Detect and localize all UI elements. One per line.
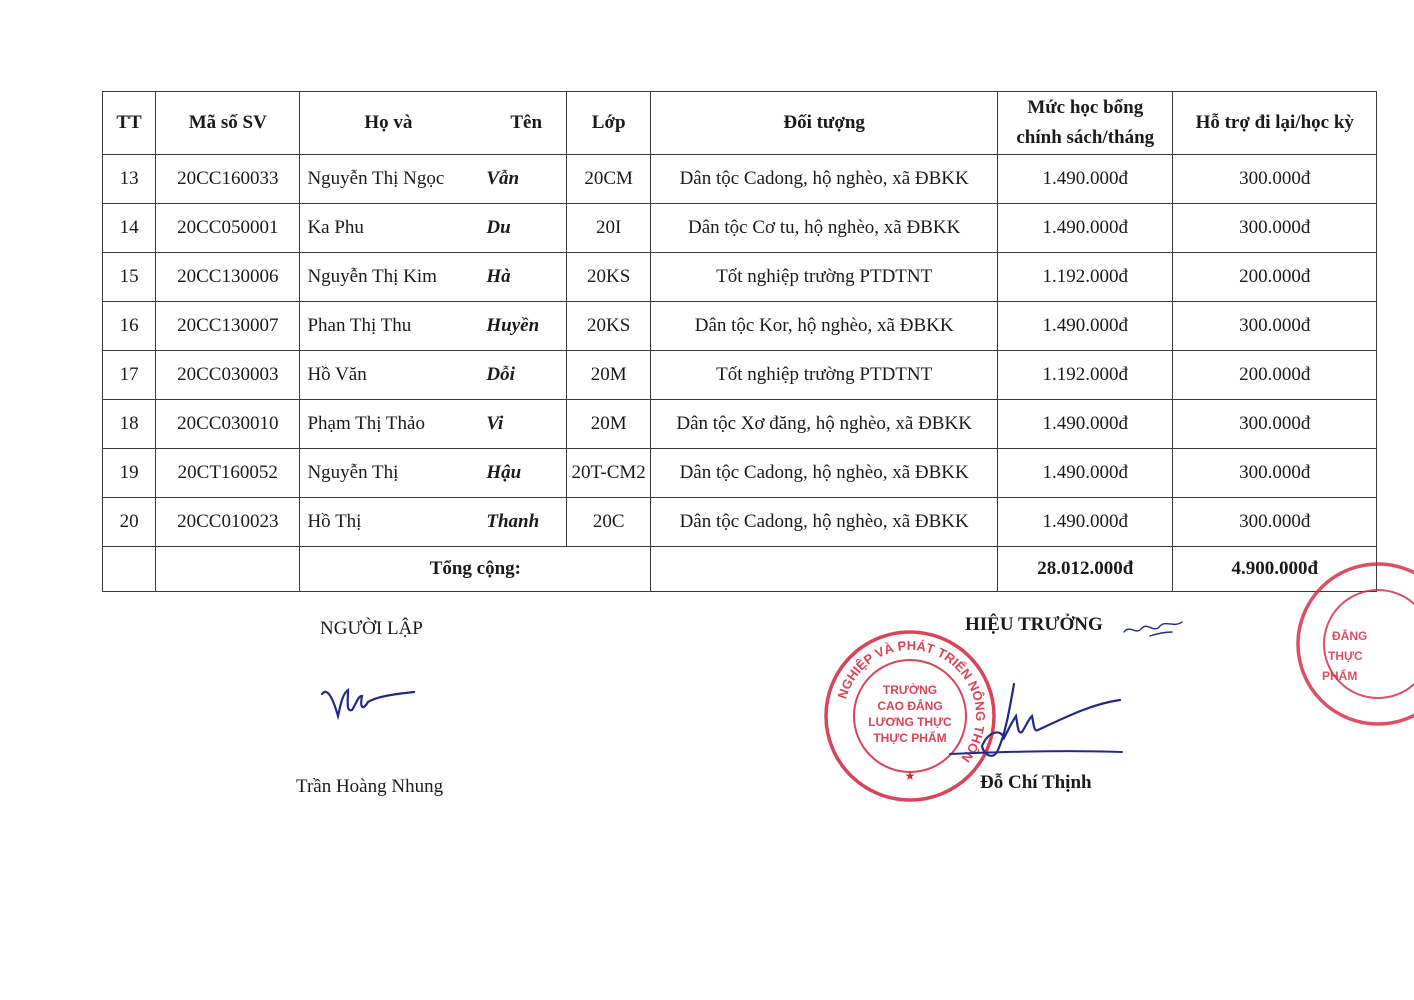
svg-text:LƯƠNG THỰC: LƯƠNG THỰC [868, 715, 952, 729]
total-row [103, 547, 1377, 592]
svg-text:PHẨM: PHẨM [1322, 669, 1358, 683]
header-doi-tuong: Đối tượng [651, 92, 998, 155]
cell-ma-so: 20CC130007 [156, 302, 300, 351]
cell-lop: 20CM [567, 155, 651, 204]
cell-doi-tuong: Dân tộc Xơ đăng, hộ nghèo, xã ĐBKK [651, 400, 998, 449]
svg-text:★: ★ [904, 769, 916, 783]
cell-ho: Phạm Thị Thảo [300, 400, 476, 449]
table-row [103, 302, 1377, 351]
cell-ten: Du [476, 204, 566, 253]
header-ten: Tên [476, 92, 566, 155]
cell-lop: 20C [567, 498, 651, 547]
header-lop: Lớp [567, 92, 651, 155]
cell-tt: 13 [103, 155, 156, 204]
cell-muc: 1.192.000đ [998, 253, 1173, 302]
header-ma-so: Mã số SV [156, 92, 300, 155]
table-row [103, 449, 1377, 498]
table-row [103, 253, 1377, 302]
svg-text:CAO ĐẲNG: CAO ĐẲNG [877, 699, 943, 713]
cell-ho-tro: 300.000đ [1173, 449, 1377, 498]
cell-ma-so: 20CC030010 [156, 400, 300, 449]
cell-ho: Phan Thị Thu [300, 302, 476, 351]
svg-text:THỰC PHẨM: THỰC PHẨM [873, 731, 947, 745]
cell-ho-tro: 300.000đ [1173, 498, 1377, 547]
cell-ten: Huyền [476, 302, 566, 351]
cell-ho-tro: 300.000đ [1173, 204, 1377, 253]
cell-ho-tro: 200.000đ [1173, 351, 1377, 400]
cell-doi-tuong: Tốt nghiệp trường PTDTNT [651, 351, 998, 400]
cell-lop: 20M [567, 351, 651, 400]
cell-muc: 1.192.000đ [998, 351, 1173, 400]
cell-ho: Hồ Thị [300, 498, 476, 547]
cell-doi-tuong: Dân tộc Kor, hộ nghèo, xã ĐBKK [651, 302, 998, 351]
header-muc-line1: Mức học bổng [1027, 97, 1144, 118]
cell-muc: 1.490.000đ [998, 449, 1173, 498]
principal-name: Đỗ Chí Thịnh [980, 772, 1092, 793]
creator-title: NGƯỜI LẬP [320, 618, 423, 639]
cell-doi-tuong: Dân tộc Cơ tu, hộ nghèo, xã ĐBKK [651, 204, 998, 253]
cell-muc: 1.490.000đ [998, 400, 1173, 449]
svg-text:ĐẲNG: ĐẲNG [1332, 629, 1368, 643]
table-header-row [103, 92, 1377, 155]
cell-ma-so: 20CC160033 [156, 155, 300, 204]
cell-muc: 1.490.000đ [998, 302, 1173, 351]
cell-lop: 20KS [567, 302, 651, 351]
table-row [103, 351, 1377, 400]
header-ho-va: Họ và [300, 92, 476, 155]
cell-tt: 20 [103, 498, 156, 547]
cell-ten: Hậu [476, 449, 566, 498]
partial-stamp [1292, 556, 1414, 736]
cell-tt: 18 [103, 400, 156, 449]
cell-ho: Ka Phu [300, 204, 476, 253]
total-muc: 28.012.000đ [998, 547, 1173, 592]
creator-signature [318, 680, 418, 726]
total-empty-cell [651, 547, 998, 592]
total-ho-tro: 4.900.000đ [1173, 547, 1377, 592]
table-row [103, 498, 1377, 547]
cell-muc: 1.490.000đ [998, 498, 1173, 547]
cell-ho-tro: 300.000đ [1173, 302, 1377, 351]
cell-ma-so: 20CT160052 [156, 449, 300, 498]
cell-tt: 19 [103, 449, 156, 498]
initials-mark [1120, 614, 1186, 642]
cell-lop: 20KS [567, 253, 651, 302]
total-empty-cell [156, 547, 300, 592]
cell-lop: 20M [567, 400, 651, 449]
cell-ma-so: 20CC130006 [156, 253, 300, 302]
cell-ho-tro: 300.000đ [1173, 155, 1377, 204]
total-empty-cell [103, 547, 156, 592]
header-ho-tro: Hỗ trợ đi lại/học kỳ [1173, 92, 1377, 155]
cell-ten: Vẫn [476, 155, 566, 204]
cell-doi-tuong: Dân tộc Cadong, hộ nghèo, xã ĐBKK [651, 498, 998, 547]
cell-ten: Dỗi [476, 351, 566, 400]
cell-ten: Vi [476, 400, 566, 449]
header-muc-hoc-bong [998, 92, 1173, 155]
cell-doi-tuong: Dân tộc Cadong, hộ nghèo, xã ĐBKK [651, 155, 998, 204]
cell-ma-so: 20CC050001 [156, 204, 300, 253]
table-row [103, 155, 1377, 204]
svg-text:THỰC: THỰC [1328, 649, 1363, 663]
svg-text:NGHIỆP VÀ PHÁT TRIỂN NÔNG THÔN: NGHIỆP VÀ PHÁT TRIỂN NÔNG THÔN [834, 637, 989, 766]
cell-ma-so: 20CC030003 [156, 351, 300, 400]
cell-tt: 16 [103, 302, 156, 351]
header-tt: TT [103, 92, 156, 155]
scholarship-table [102, 91, 1377, 592]
cell-ho: Hồ Văn [300, 351, 476, 400]
cell-ho: Nguyễn Thị Ngọc [300, 155, 476, 204]
cell-ho: Nguyễn Thị Kim [300, 253, 476, 302]
table-row [103, 204, 1377, 253]
cell-ho-tro: 200.000đ [1173, 253, 1377, 302]
total-label: Tổng cộng: [300, 547, 651, 592]
header-muc-line2: chính sách/tháng [1016, 127, 1155, 148]
cell-tt: 17 [103, 351, 156, 400]
svg-text:TRƯỜNG: TRƯỜNG [882, 683, 938, 697]
cell-doi-tuong: Dân tộc Cadong, hộ nghèo, xã ĐBKK [651, 449, 998, 498]
principal-signature [940, 676, 1130, 766]
cell-ten: Hà [476, 253, 566, 302]
cell-lop: 20T-CM2 [567, 449, 651, 498]
cell-ho-tro: 300.000đ [1173, 400, 1377, 449]
table-row [103, 400, 1377, 449]
principal-title: HIỆU TRƯỞNG [965, 614, 1103, 635]
cell-muc: 1.490.000đ [998, 204, 1173, 253]
cell-ten: Thanh [476, 498, 566, 547]
cell-ho: Nguyễn Thị [300, 449, 476, 498]
creator-name: Trần Hoàng Nhung [296, 776, 444, 797]
cell-tt: 15 [103, 253, 156, 302]
cell-ma-so: 20CC010023 [156, 498, 300, 547]
cell-muc: 1.490.000đ [998, 155, 1173, 204]
cell-doi-tuong: Tốt nghiệp trường PTDTNT [651, 253, 998, 302]
cell-lop: 20I [567, 204, 651, 253]
cell-tt: 14 [103, 204, 156, 253]
